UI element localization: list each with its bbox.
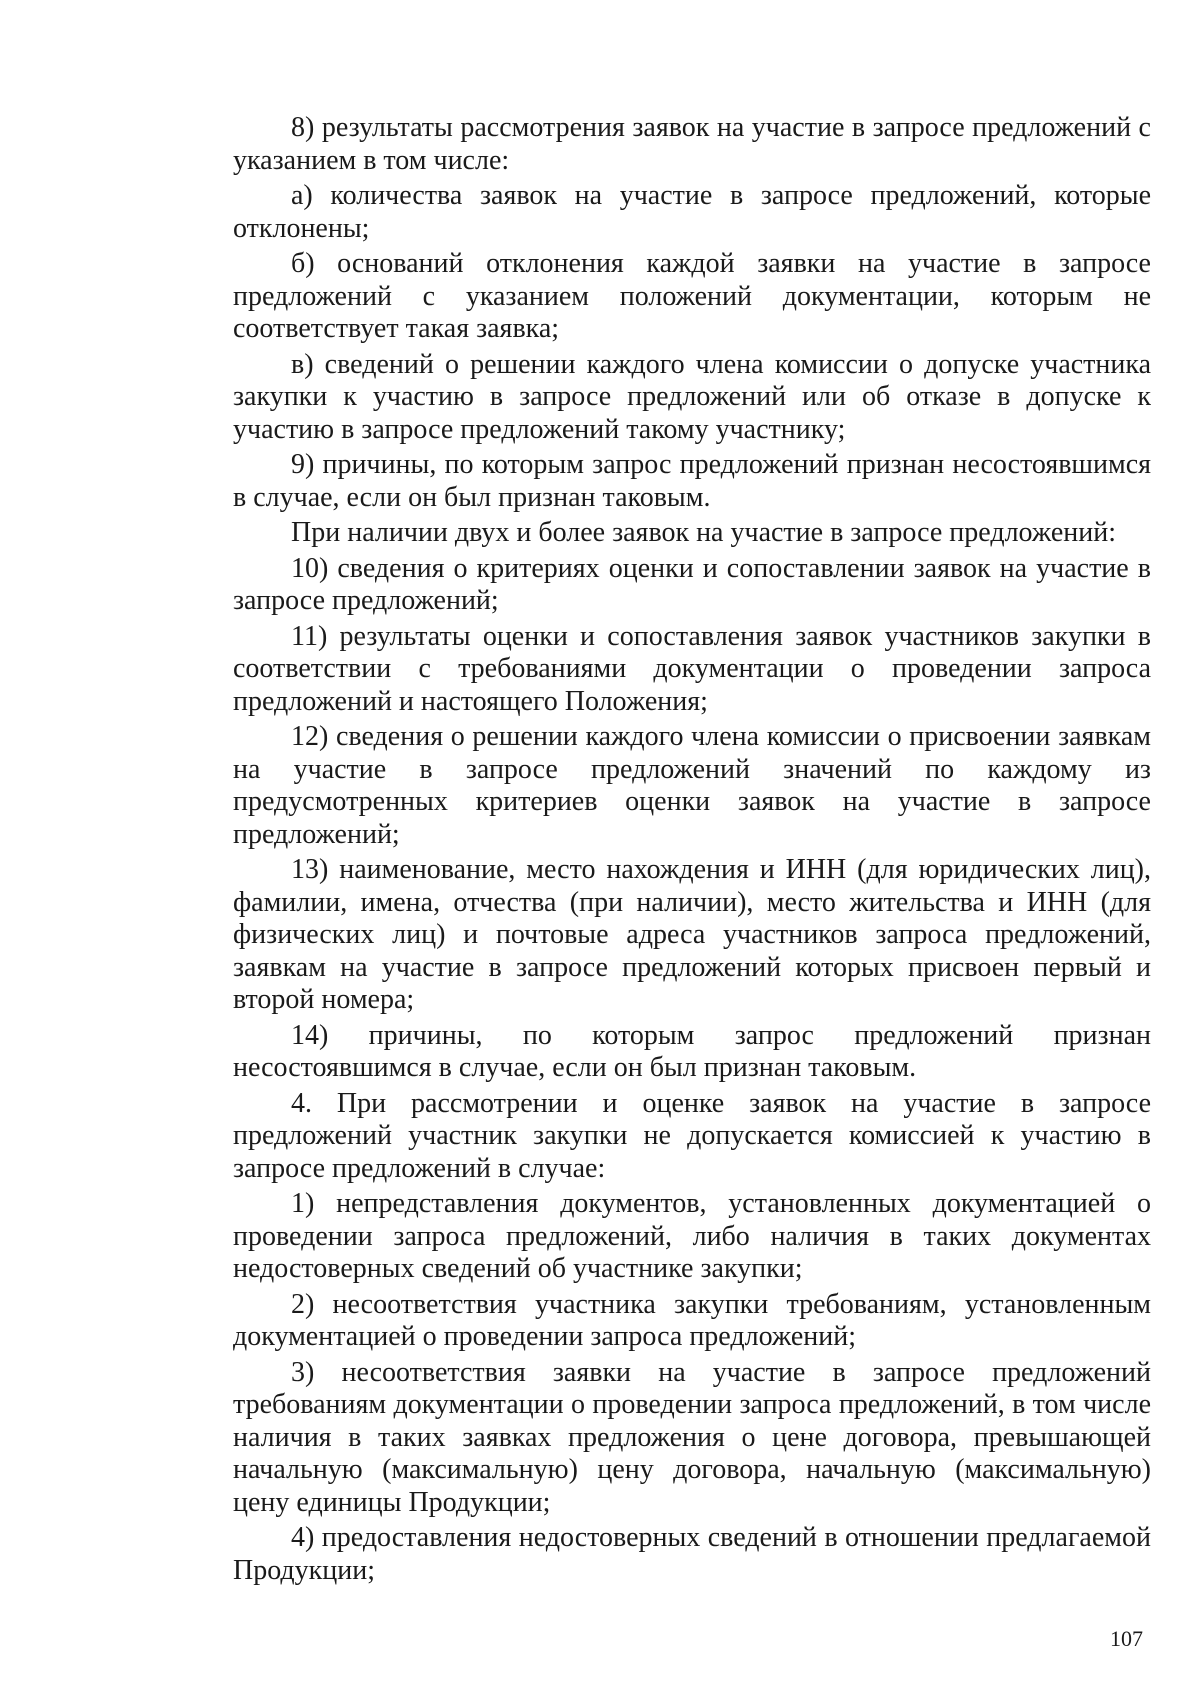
page-number: 107 — [1110, 1626, 1143, 1651]
paragraph-subitem-1: 1) непредставления документов, установленных документацией о проведении запроса предложений, либо наличия в таких документах недостоверных сведений об участнике закупки; — [233, 1188, 1151, 1284]
paragraph-intro-two-or-more: При наличии двух и более заявок на участие в запросе предложений: — [291, 517, 1116, 548]
paragraph-item-8: 8) результаты рассмотрения заявок на участие в запросе предложений с указанием в том числе: — [233, 112, 1151, 176]
paragraph-item-10: 10) сведения о критериях оценки и сопоставлении заявок на участие в запросе предложений; — [233, 552, 1151, 616]
paragraph-item-9: 9) причины, по которым запрос предложений признан несостоявшимся в случае, если он был признан таковым. — [233, 449, 1151, 513]
paragraph-item-14: 14) причины, по которым запрос предложений признан несостоявшимся в случае, если он был признан таковым. — [233, 1019, 1151, 1083]
paragraph-subitem-4: 4) предоставления недостоверных сведений в отношении предлагаемой Продукции; — [233, 1522, 1151, 1586]
paragraph-section-4: 4. При рассмотрении и оценке заявок на участие в запросе предложений участник закупки не допускается комиссией к участию в запросе предложений в случае: — [233, 1087, 1151, 1184]
paragraph-item-13: 13) наименование, место нахождения и ИНН (для юридических лиц), фамилии, имена, отчества (при наличии), место жительства и ИНН (для физических лиц) и почтовые адреса участников запроса предложений, заявкам на участие в запросе предложений которых присвоен первый и второй номера; — [233, 854, 1151, 1015]
paragraph-subitem-2: 2) несоответствия участника закупки требованиям, установленным документацией о проведении запроса предложений; — [233, 1288, 1151, 1352]
paragraph-item-11: 11) результаты оценки и сопоставления заявок участников закупки в соответствии с требованиями документации о проведении запроса предложений и настоящего Положения; — [233, 620, 1151, 717]
document-body — [233, 112, 1151, 1590]
paragraph-item-8b: б) оснований отклонения каждой заявки на участие в запросе предложений с указанием положений документации, которым не соответствует такая заявка; — [233, 248, 1151, 344]
paragraph-subitem-3: 3) несоответствия заявки на участие в запросе предложений требованиям документации о проведении запроса предложений, в том числе наличия в таких заявках предложения о цене договора, превышающей начальную (максимальную) цену договора, начальную (максимальную) цену единицы Продукции; — [233, 1356, 1151, 1518]
paragraph-item-8v: в) сведений о решении каждого члена комиссии о допуске участника закупки к участию в запросе предложений или об отказе в допуске к участию в запросе предложений такому участнику; — [233, 348, 1151, 445]
paragraph-item-12: 12) сведения о решении каждого члена комиссии о присвоении заявкам на участие в запросе предложений значений по каждому из предусмотренных критериев оценки заявок на участие в запросе предложений; — [233, 721, 1151, 850]
paragraph-item-8a: а) количества заявок на участие в запросе предложений, которые отклонены; — [233, 180, 1151, 244]
